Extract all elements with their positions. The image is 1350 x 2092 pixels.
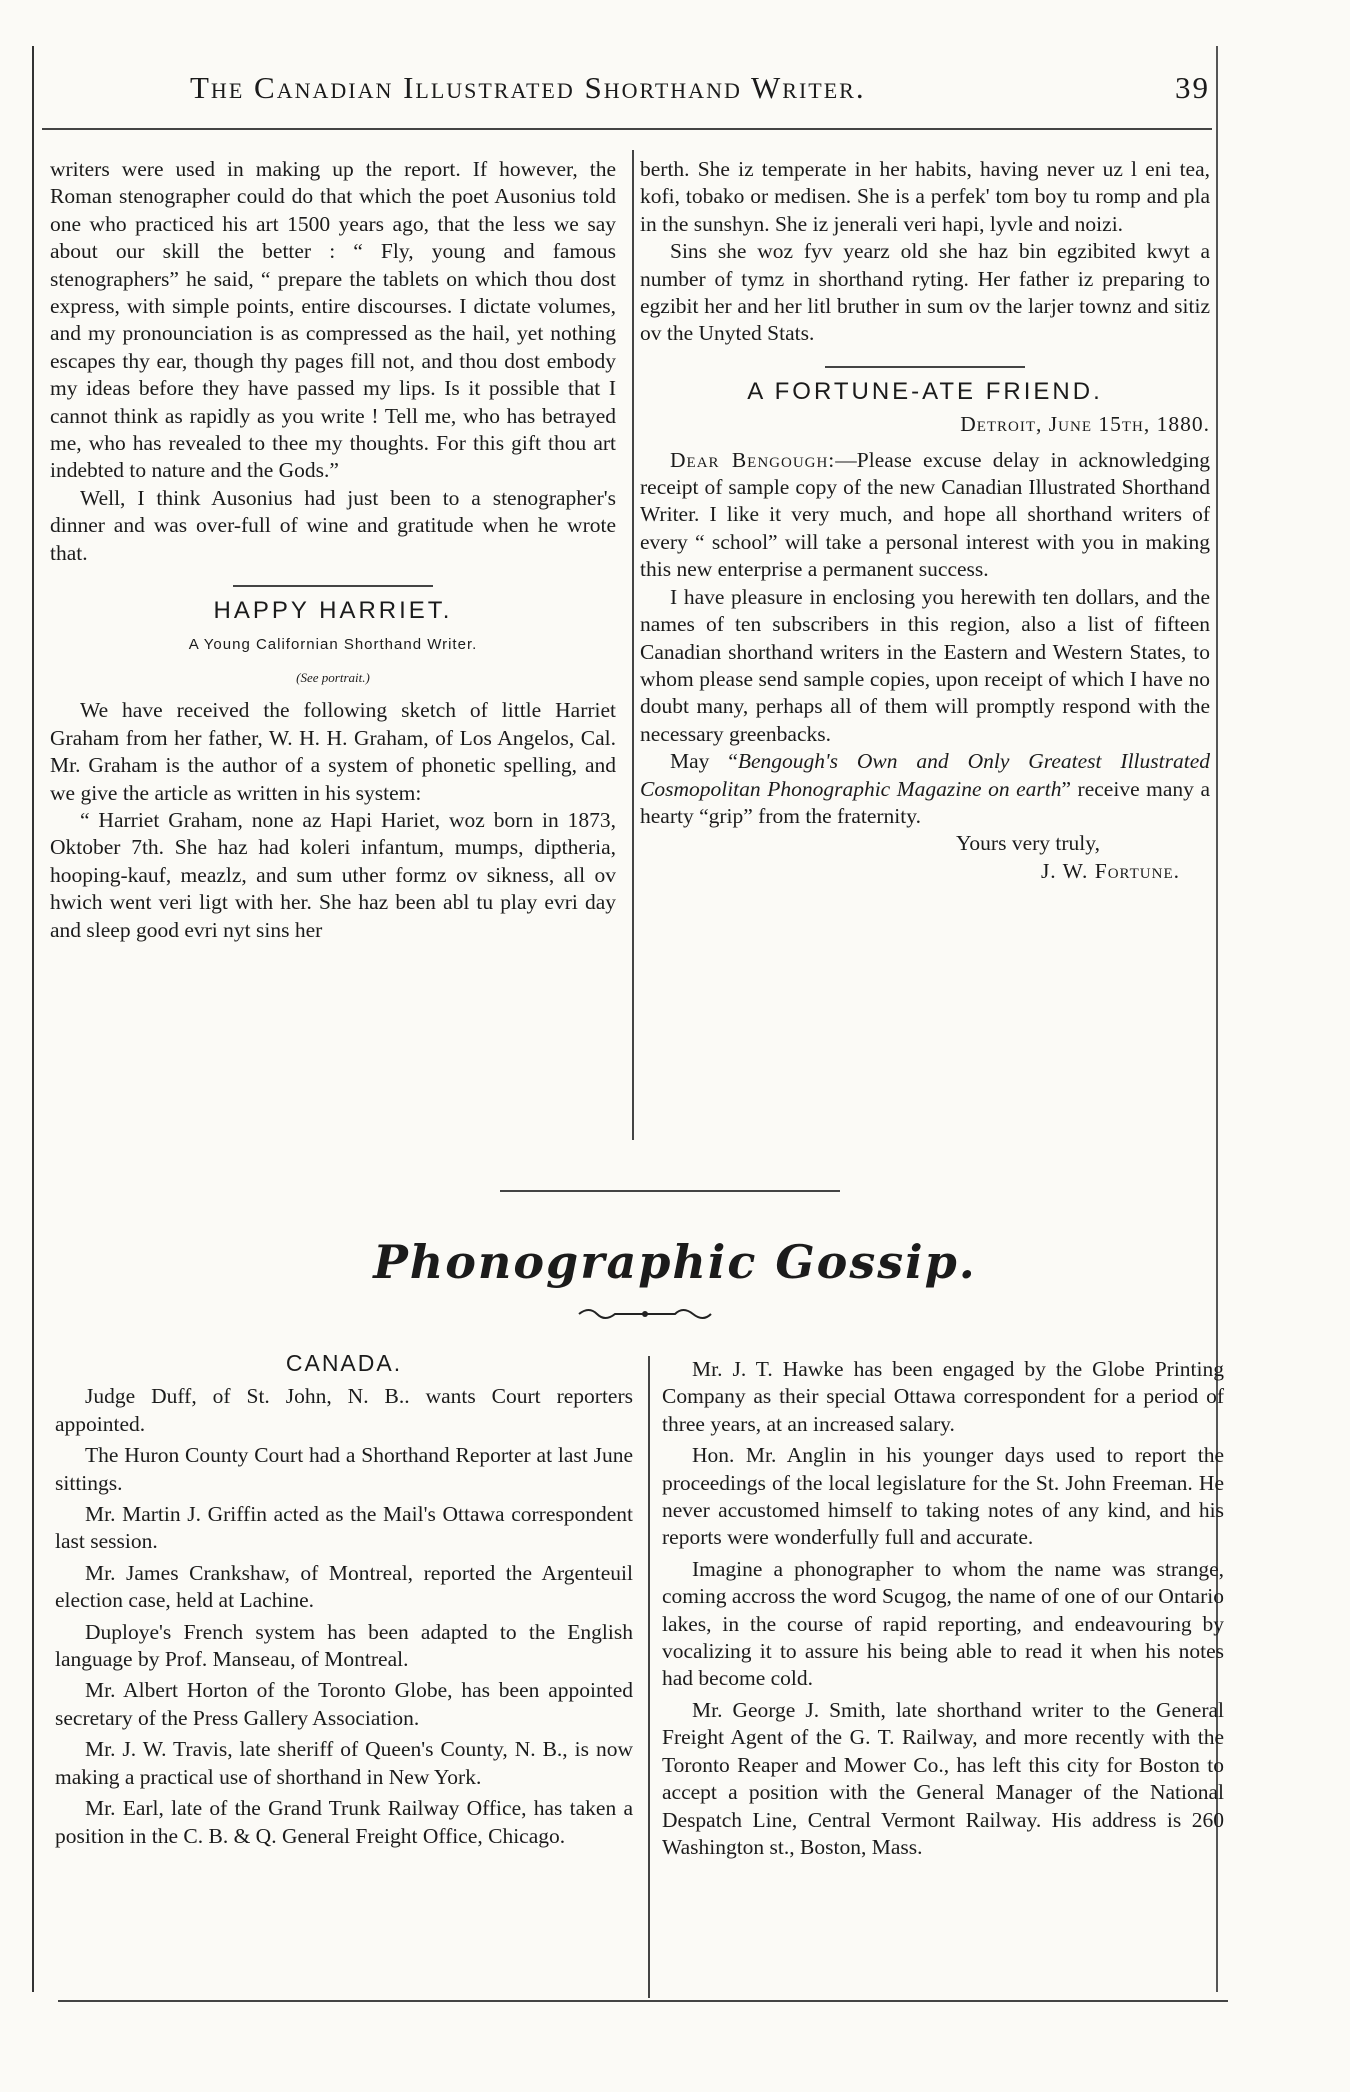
gossip-item: Judge Duff, of St. John, N. B.. wants Court reporters appointed.: [55, 1384, 633, 1436]
letter-closing: Yours very truly,: [956, 831, 1100, 856]
gossip-left-column: [55, 1350, 633, 1854]
header-rule: [42, 128, 1212, 130]
letter-dateline: Detroit, June 15th, 1880.: [960, 412, 1210, 437]
column-divider-lower: [648, 1356, 650, 1998]
gossip-item: The Huron County Court had a Shorthand Reporter at last June sittings.: [55, 1443, 633, 1495]
see-portrait-note: (See portrait.): [296, 669, 370, 685]
letter-text: ” receive many a hearty “grip” from the fraternity.: [640, 776, 1210, 828]
gossip-item: Mr. Earl, late of the Grand Trunk Railway Office, has taken a position in the C. B. & Q. General Freight Office, Chicago.: [55, 1796, 633, 1848]
gossip-right-column: [662, 1356, 1224, 1865]
section-rule: [825, 366, 1025, 368]
letter-signature: J. W. Fortune.: [1040, 858, 1180, 883]
column-divider-upper: [632, 150, 634, 1140]
gossip-item: Mr. George J. Smith, late shorthand writer to the General Freight Agent of the G. T. Railway, and more recently with the Toronto Reaper and Mower Co., has left this city for Boston to accept a position with the General Manager of the National Despatch Line, Central Vermont Railway. His address is 260 Washington st., Boston, Mass.: [662, 1697, 1224, 1859]
gossip-item: Imagine a phonographer to whom the name was strange, coming accross the word Scugog, the name of one of our Ontario lakes, in the course of rapid reporting, and endeavouring by vocalizing it to assure his being able to read it when his notes had become cold.: [662, 1556, 1224, 1691]
section-heading-happy-harriet: HAPPY HARRIET.: [213, 597, 453, 625]
gossip-item: Mr. J. W. Travis, late sheriff of Queen's County, N. B., is now making a practical use of shorthand in New York.: [55, 1737, 633, 1789]
gossip-item: Duploye's French system has been adapted to the English language by Prof. Manseau, of Montreal.: [55, 1619, 633, 1672]
section-heading-fortune: A FORTUNE-ATE FRIEND.: [747, 377, 1103, 405]
page-number: 39: [1175, 70, 1210, 105]
letter-salutation: Dear Bengough:: [670, 447, 836, 472]
letter-paragraph: —Please excuse delay in acknowledging receipt of sample copy of the new Canadian Illustrated Shorthand Writer. I like it very much, and hope all shorthand writers of every “ school” will take a personal interest with you in making this new enterprise a permanent success.: [640, 447, 1211, 582]
gossip-item: Mr. J. T. Hawke has been engaged by the Globe Printing Company as their special Ottawa correspondent for a period of three years, at an increased salary.: [662, 1357, 1224, 1436]
gossip-top-rule: [500, 1190, 840, 1192]
article-paragraph: We have received the following sketch of little Harriet Graham from her father, W. H. H. Graham, of Los Angelos, Cal. Mr. Graham is the author of a system of phonetic spelling, and we give the article as written in his system:: [50, 698, 616, 805]
section-rule: [233, 585, 433, 587]
flourish-ornament: [575, 1304, 715, 1324]
article-paragraph: Well, I think Ausonius had just been to a stenographer's dinner and was over-full of wine and gratitude when he wrote that.: [50, 485, 616, 565]
canada-heading: CANADA.: [285, 1350, 403, 1376]
gossip-item: Mr. James Crankshaw, of Montreal, reported the Argenteuil election case, held at Lachine.: [55, 1560, 633, 1613]
article-paragraph: Sins she woz fyv yearz old she haz bin egzibited kwyt a number of tymz in shorthand ryting. Her father iz preparing to egzibit her and her litl bruther in sum ov the larjer townz and sitiz ov the Unyted Stats.: [640, 239, 1210, 346]
letter-text: May “: [670, 749, 738, 774]
article-paragraph: berth. She iz temperate in her habits, having never uz l eni tea, kofi, tobako or medisen. She is a perfek' tom boy tu romp and pla in the sunshyn. She iz jenerali veri hapi, lyvle and noizi.: [640, 157, 1210, 236]
bottom-rule: [58, 2000, 1228, 2002]
gossip-item: Mr. Albert Horton of the Toronto Globe, has been appointed secretary of the Press Gallery Association.: [55, 1678, 633, 1730]
article-paragraph: “ Harriet Graham, none az Hapi Hariet, woz born in 1873, Oktober 7th. She haz had koleri infantum, mumps, diptheria, hooping-kauf, meazlz, and sum uther formz ov sikness, all ov hwich went veri ligt with her. She haz been abl tu play evri day and sleep good evri nyt sins her: [50, 807, 616, 942]
magazine-name: Bengough's Own and Only Greatest Illustrated Cosmopolitan Phonographic Magazine on earth: [640, 749, 1210, 801]
article-paragraph: writers were used in making up the report. If however, the Roman stenographer could do that which the poet Ausonius told one who practiced his art 1500 years ago, that the less we say about our skill the better : “ Fly, young and famous stenographers” he said, “ prepare the tablets on which thou dost express, with simple points, entire discourses. I dictate volumes, and my pronounciation is as compressed as the hail, yet nothing escapes thy ear, though thy pages fill not, and thou dost embody my ideas before they have passed my lips. Is it possible that I cannot think as rapidly as you write ! Tell me, who has betrayed me, who has revealed to thee my thoughts. For this gift thou art indebted to nature and the Gods.”: [50, 157, 616, 483]
journal-title: The Canadian Illustrated Shorthand Writer.: [190, 70, 866, 105]
right-column: [640, 156, 1210, 885]
gossip-item: Mr. Martin J. Griffin acted as the Mail's Ottawa correspondent last session.: [55, 1502, 633, 1554]
letter-paragraph: I have pleasure in enclosing you herewith ten dollars, and the names of ten subscribers in this region, also a list of fifteen Canadian shorthand writers in the Eastern and Western States, to whom please send sample copies, upon receipt of which I have no doubt many, perhaps all of them will promptly respond with the necessary greenbacks.: [640, 584, 1210, 746]
gossip-title: Phonographic Gossip.: [373, 1235, 977, 1289]
section-subheading: A Young Californian Shorthand Writer.: [188, 635, 478, 653]
left-column: [50, 156, 616, 944]
gossip-item: Hon. Mr. Anglin in his younger days used to report the proceedings of the local legislature for the St. John Freeman. He never accustomed himself to taking notes of any kind, and his reports were wonderfully full and accurate.: [662, 1443, 1224, 1550]
